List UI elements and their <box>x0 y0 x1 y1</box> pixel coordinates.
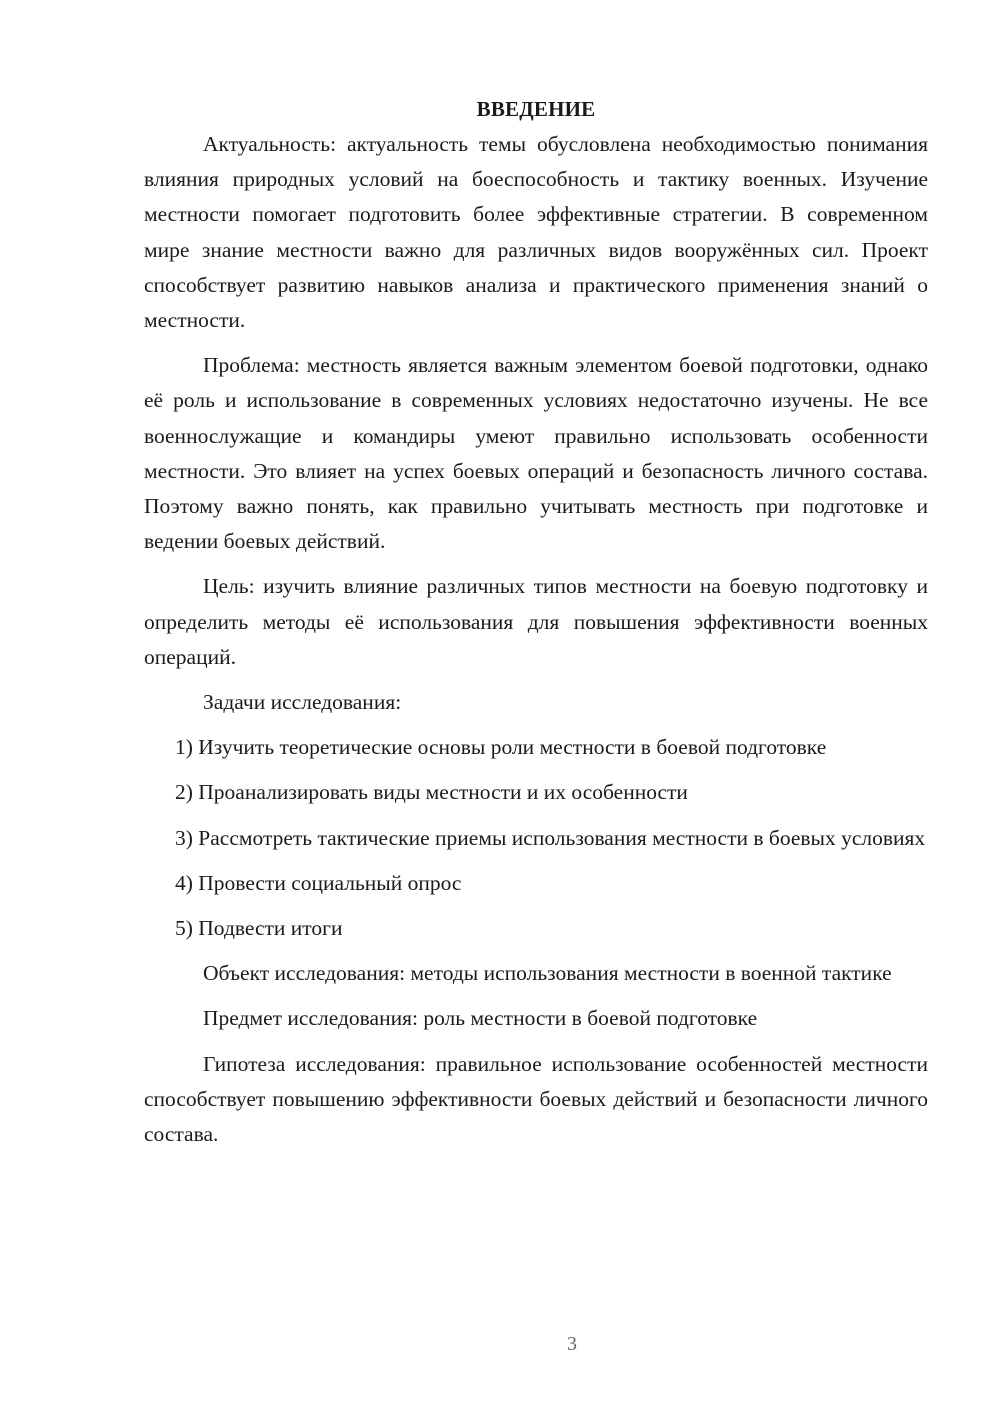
goal-paragraph: Цель: изучить влияние различных типов местности на боевую подготовку и определить методы её использования для повышения эффективности военных операций. <box>144 574 928 669</box>
document-page <box>144 92 928 1162</box>
object-paragraph: Объект исследования: методы использования местности в военной тактике <box>203 961 892 986</box>
hypothesis-paragraph: Гипотеза исследования: правильное использование особенностей местности способствует повышению эффективности боевых действий и безопасности личного состава. <box>144 1051 928 1147</box>
task-item-1: 1) Изучить теоретические основы роли местности в боевой подготовке <box>175 735 827 760</box>
tasks-list <box>144 730 928 946</box>
task-item-5: 5) Подвести итоги <box>175 916 343 941</box>
task-item-3: 3) Рассмотреть тактические приемы использования местности в боевых условиях <box>175 825 926 850</box>
subject-paragraph: Предмет исследования: роль местности в боевой подготовке <box>203 1006 758 1031</box>
task-item-2: 2) Проанализировать виды местности и их особенности <box>175 780 688 805</box>
page-number: 3 <box>567 1333 577 1355</box>
tasks-heading: Задачи исследования: <box>203 690 402 715</box>
relevance-paragraph: Актуальность: актуальность темы обусловлена необходимостью понимания влияния природных условий на боеспособность и тактику военных. Изучение местности помогает подготовить более эффективные стратегии. В современном мире знание местности важно для различных видов вооружённых сил. Проект способствует развитию навыков анализа и практического применения знаний о местности. <box>144 132 928 333</box>
task-item-4: 4) Провести социальный опрос <box>175 870 462 895</box>
page-title: ВВЕДЕНИЕ <box>476 97 596 121</box>
problem-paragraph: Проблема: местность является важным элементом боевой подготовки, однако её роль и использование в современных условиях недостаточно изучены. Не все военнослужащие и командиры умеют правильно использовать особенности местности. Это влияет на успех боевых операций и безопасность личного состава. Поэтому важно понять, как правильно учитывать местность при подготовке и ведении боевых действий. <box>144 353 928 554</box>
